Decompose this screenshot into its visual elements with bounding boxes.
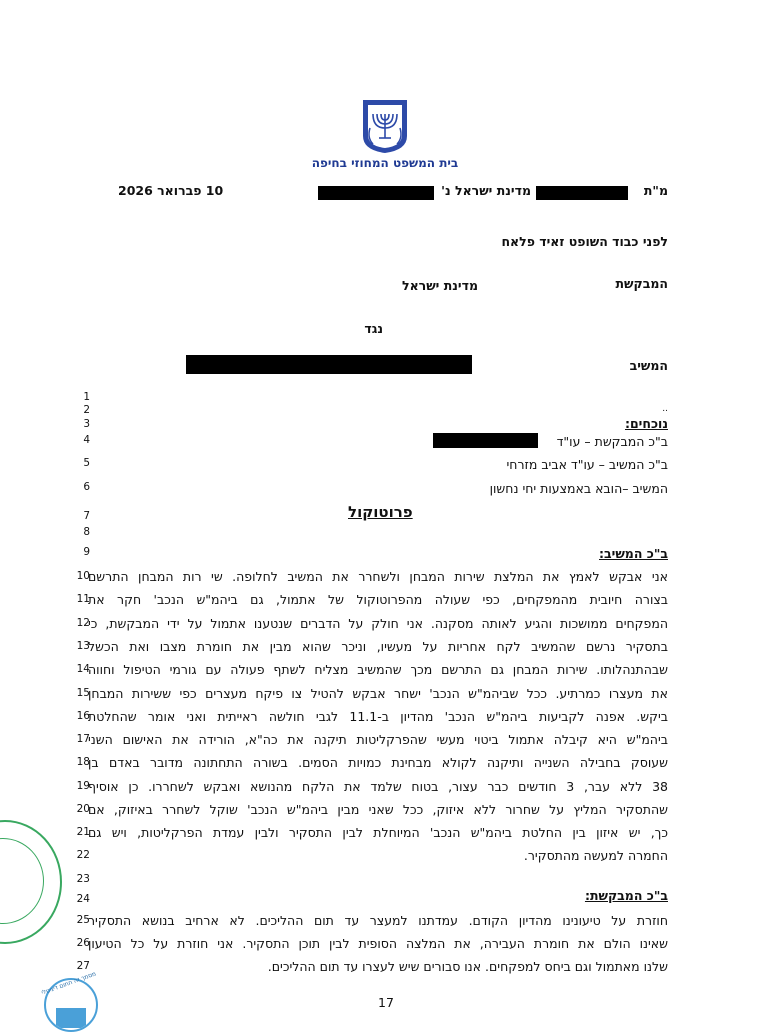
respondent-counsel-heading: ב"כ המשיב: xyxy=(599,546,668,561)
line-number: 23 xyxy=(76,873,90,885)
paragraph-line: בצורה חיובית מהמפקחים, כפי שעולה מהפרוטוקול של אתמול, גם ביהמ"ש הנכב' חקר את xyxy=(88,592,668,607)
redaction-block xyxy=(433,433,538,448)
paragraph-line: כך, יש איזון בין החלטת ביהמ"ש הנכב' המיוחלת לבין התסקיר ולבין עמדת הפרקליטות, ויש גם xyxy=(88,825,668,840)
attendance-respondent-counsel: ב"כ המשיב – עו"ד אביב מזרחי xyxy=(506,457,668,472)
paragraph-line: שעוסק בחבילה השנייה ותיקנה לקולא מבחינת כמויות הסמים. בשורה התחתונה מדובר באדם בן xyxy=(88,755,668,770)
line-number: 7 xyxy=(83,510,90,522)
line-number: 11 xyxy=(76,593,90,605)
presiding-judge: לפני כבוד השופט זאיד פלאח xyxy=(501,234,668,249)
redaction-block xyxy=(318,186,434,200)
line-number: 18 xyxy=(76,756,90,768)
paragraph-line: אני אבקש לאמץ את המלצת שירות המבחן ולשחרר את המשיב לחלופה. שי רות המבחן התרשם xyxy=(88,569,668,584)
line-number: 8 xyxy=(83,526,90,538)
court-name: בית המשפט המחוזי בחיפה xyxy=(311,156,459,170)
line-number: 21 xyxy=(76,826,90,838)
paragraph-line: חוזרת על טיעונינו מהדיון הקודם. עמדתנו למעצר עד תום ההליכים. לא ארחיב בנושא התסקיר xyxy=(88,913,668,928)
line-number: 6 xyxy=(83,481,90,493)
paragraph-line: ביהמ"ש היא קיבלה אתמול ביטוי מעשי שהפרקליטות תיקנה את כה"א, הורידה את האישום השני xyxy=(88,732,668,747)
versus-label: נגד xyxy=(364,321,383,336)
attendance-respondent: המשיב –הובא באמצעות יחי נחשון xyxy=(489,481,668,496)
case-parties: מדינת ישראל נ' xyxy=(441,183,531,198)
page-number: 17 xyxy=(378,995,394,1010)
redaction-block xyxy=(186,355,472,374)
paragraph-line: 38 ללא עבר, 3 חודשים כבר עצור, בטוח שלמד את הלקח מהנושא ואבקש לשחררו. כן אוסיף xyxy=(88,779,668,794)
line-number: 12 xyxy=(76,617,90,629)
line-number: 13 xyxy=(76,640,90,652)
applicant-counsel-heading: ב"כ המבקשת: xyxy=(584,888,668,903)
paragraph-line: שבהתנהלותו. שירות המבחן גם התרשם מכך שהמשיב מצליח לשתף פעולה עם גורמי הטיפול וחווה xyxy=(88,662,668,677)
seal-text: מסמך זה חתום דיגיטלי xyxy=(40,970,98,997)
line-number: 10 xyxy=(76,570,90,582)
paragraph-line: את מעצרו כמרתיע. ככל שביהמ"ש הנכב' ישחר אבקש להטיל צו פיקח מעצרים כפי ששירות המבחן xyxy=(88,686,668,701)
line-number: 16 xyxy=(76,710,90,722)
paragraph-line: שלנו מאתמול וגם ביחס למפקחים. אנו סבורים שיש לעצרו עד תום ההליכים. xyxy=(267,959,668,974)
hearing-date: 10 פברואר 2026 xyxy=(118,183,224,198)
line-number: 2 xyxy=(83,404,90,416)
line-number: 4 xyxy=(83,434,90,446)
paragraph-line: ביקש. אפנה לקביעות ביהמ"ש הנכב' מהדיון ב-11.1 לגבי חולשה ראייתית ואני אומר שהחלטת xyxy=(88,709,669,724)
line-number: 19 xyxy=(76,780,90,792)
line-number: 25 xyxy=(76,914,90,926)
line-number: 20 xyxy=(76,803,90,815)
line-number: 22 xyxy=(76,849,90,861)
paragraph-line: שהתסקיר המליץ על שחרור ללא איזוק, ככל שאני מבין ביהמ"ש הנכב' שוקל לשחרר באיזוק, אם xyxy=(88,802,668,817)
applicant-label: המבקשת xyxy=(615,276,668,291)
redaction-block xyxy=(536,186,628,200)
attendance-applicant-counsel: ב"כ המבקשת – עו"ד xyxy=(556,434,668,449)
paragraph-line: המפקחים ממושכות והגיע לאותה מסקנה. אני חולק על הדברים שנטענו אתמול על ידי המבקשת, כי xyxy=(88,616,668,631)
line-number: 3 xyxy=(83,418,90,430)
line-number: 26 xyxy=(76,937,90,949)
paragraph-line: בתסקיר נרשם שהמשיב לקח אחריות על מעשיו, וניכר שהוא מבין את חומרת מצבו ואת הכשל xyxy=(88,639,668,654)
line-number: 17 xyxy=(76,733,90,745)
paragraph-line: החמרה למעשה מהתסקיר. xyxy=(523,848,668,863)
state-emblem-icon xyxy=(359,98,411,154)
case-label: מ"ת xyxy=(643,183,668,198)
line-number: 24 xyxy=(76,893,90,905)
applicant-name: מדינת ישראל xyxy=(402,278,478,293)
line-number: 15 xyxy=(76,687,90,699)
line-number: 27 xyxy=(76,960,90,972)
paragraph-line: שאינו הולם את חומרת העבירה, את המלצה הסופית לבין תוכן התסקיר. אני חוזרת על כל הטיעון xyxy=(88,936,668,951)
line-number: 5 xyxy=(83,457,90,469)
respondent-label: המשיב xyxy=(629,358,668,373)
line-number: 14 xyxy=(76,663,90,675)
attendance-mark: .. xyxy=(662,404,668,414)
line-number: 1 xyxy=(83,391,90,403)
attendance-title: נוכחים: xyxy=(624,416,668,431)
line-number: 9 xyxy=(83,546,90,558)
protocol-title: פרוטוקול xyxy=(348,503,413,521)
